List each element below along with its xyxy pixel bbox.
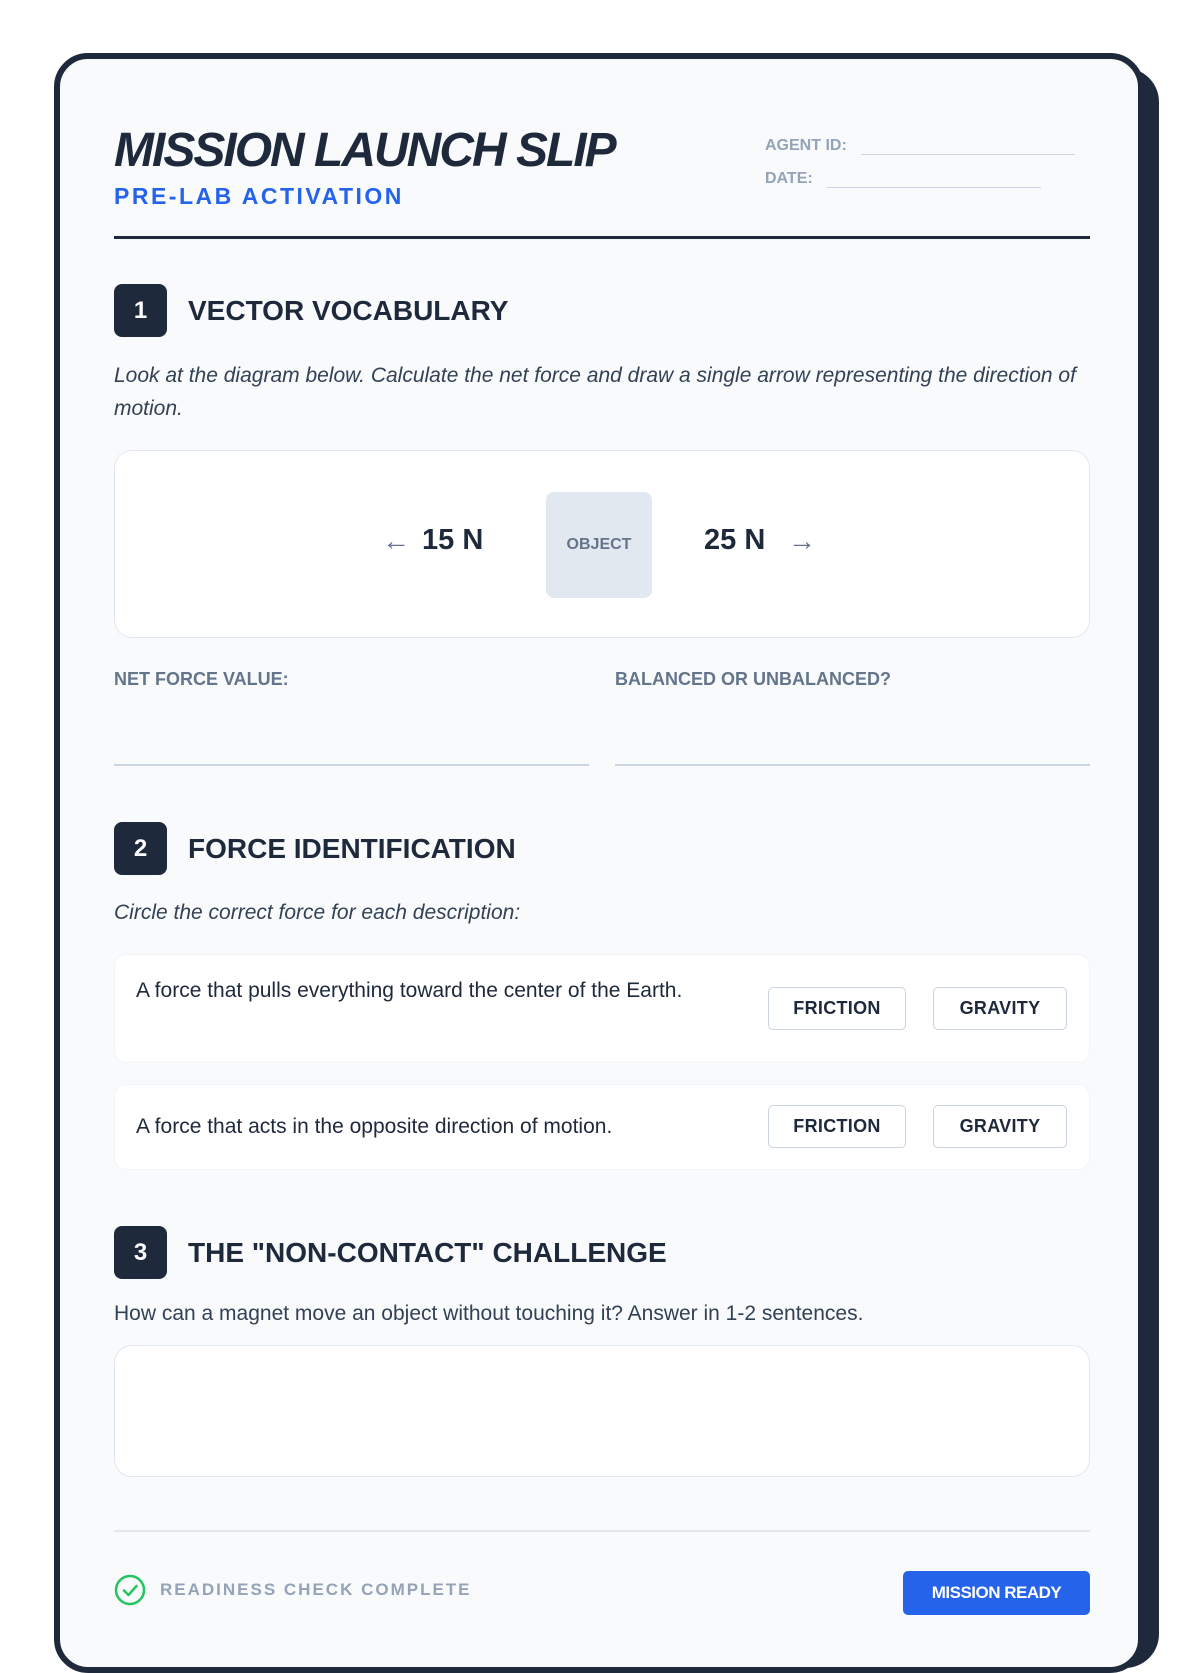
section-2-header	[114, 822, 516, 875]
section-3-badge: 3	[114, 1226, 167, 1279]
date-line[interactable]	[827, 174, 1041, 188]
friction-option[interactable]: FRICTION	[768, 987, 906, 1030]
page-title: MISSION LAUNCH SLIP	[114, 124, 615, 177]
section-2-badge: 2	[114, 822, 167, 875]
balanced-label: BALANCED OR UNBALANCED?	[615, 669, 891, 689]
section-1-title: VECTOR VOCABULARY	[188, 294, 509, 326]
net-force-label: NET FORCE VALUE:	[114, 669, 289, 689]
agent-id-field[interactable]	[765, 137, 1075, 155]
section-1-badge: 1	[114, 284, 167, 337]
net-force-answer-line[interactable]	[114, 764, 589, 766]
friction-option[interactable]: FRICTION	[768, 1105, 906, 1148]
footer-divider	[114, 1530, 1090, 1532]
question-row	[114, 954, 1090, 1063]
agent-id-label: AGENT ID:	[765, 137, 847, 154]
question-row	[114, 1084, 1090, 1170]
question-text: A force that acts in the opposite direction of motion.	[136, 1115, 613, 1138]
left-force-value: 15 N	[422, 524, 484, 556]
right-force-value: 25 N	[704, 524, 766, 556]
date-field[interactable]	[765, 170, 1041, 188]
mission-slip-card	[54, 53, 1144, 1673]
header-divider	[114, 236, 1090, 239]
right-arrow-icon: →	[788, 525, 816, 556]
section-1-header	[114, 284, 508, 337]
date-label: DATE:	[765, 170, 813, 187]
force-diagram	[114, 450, 1090, 638]
section-2-instructions: Circle the correct force for each description:	[114, 901, 521, 924]
section-3-question: How can a magnet move an object without touching it? Answer in 1-2 sentences.	[114, 1302, 864, 1325]
check-circle-icon	[114, 1574, 146, 1606]
section-2-title: FORCE IDENTIFICATION	[188, 832, 516, 864]
section-1-instructions: Look at the diagram below. Calculate the net force and draw a single arrow representing the direction of motion.	[114, 364, 1076, 420]
mission-ready-button[interactable]: MISSION READY	[903, 1571, 1090, 1615]
gravity-option[interactable]: GRAVITY	[933, 1105, 1067, 1148]
section-3-header	[114, 1226, 667, 1279]
question-text: A force that pulls everything toward the center of the Earth.	[136, 979, 683, 1002]
page-subtitle: PRE-LAB ACTIVATION	[114, 183, 404, 209]
balanced-answer-line[interactable]	[615, 764, 1090, 766]
readiness-status: READINESS CHECK COMPLETE	[160, 1580, 472, 1599]
gravity-option[interactable]: GRAVITY	[933, 987, 1067, 1030]
agent-id-line[interactable]	[861, 141, 1075, 155]
left-arrow-icon: ←	[382, 525, 410, 556]
answer-textarea[interactable]	[114, 1345, 1090, 1477]
section-3-title: THE "NON-CONTACT" CHALLENGE	[188, 1236, 667, 1268]
object-box: OBJECT	[546, 492, 652, 598]
